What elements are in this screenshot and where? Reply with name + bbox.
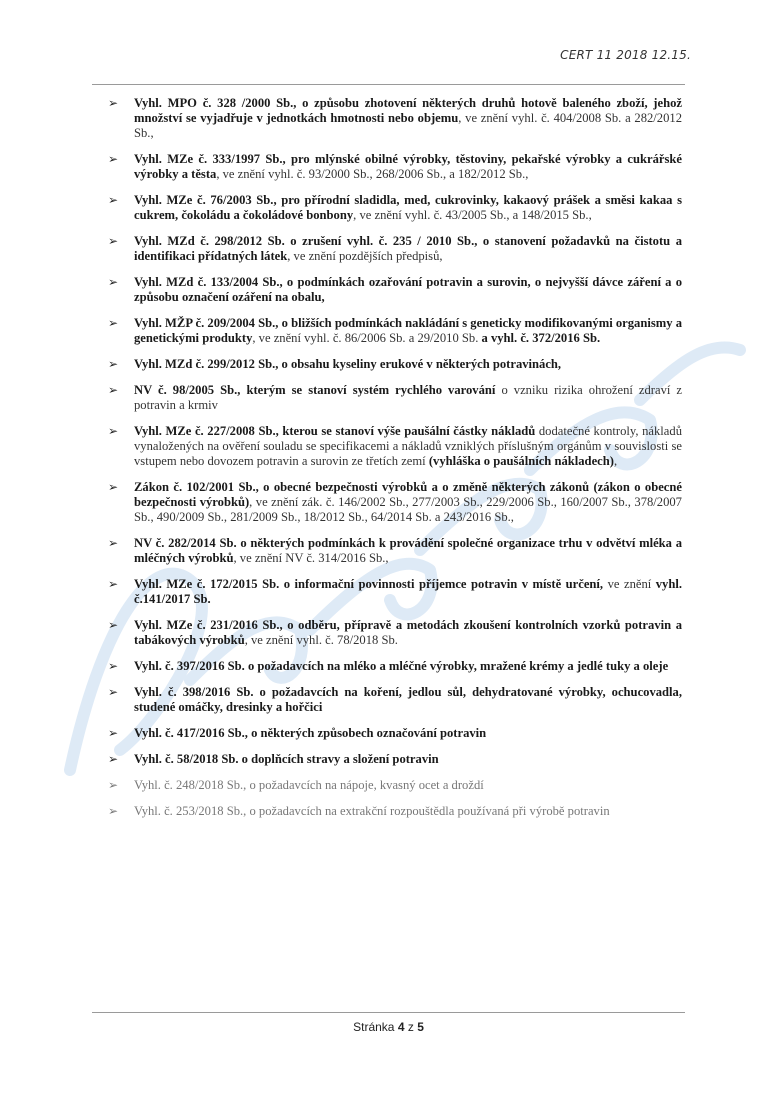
legislation-list xyxy=(108,96,682,830)
arrow-bullet-icon: ➢ xyxy=(108,316,119,330)
arrow-bullet-icon: ➢ xyxy=(108,96,119,110)
list-item xyxy=(108,804,682,819)
arrow-bullet-icon: ➢ xyxy=(108,577,119,591)
regulation-amendments: Vyhl. č. 253/2018 Sb., o požadavcích na extrakční rozpouštědla používaná při výrobě potravin xyxy=(134,804,610,818)
arrow-bullet-icon: ➢ xyxy=(108,752,119,766)
regulation-amendments: , ve znění vyhl. č. 86/2006 Sb. a 29/2010 Sb. xyxy=(252,331,482,345)
list-item xyxy=(108,96,682,141)
list-item xyxy=(108,659,682,674)
regulation-title: Vyhl. č. 398/2016 Sb. o požadavcích na koření, jedlou sůl, dehydratované výrobky, ochucovadla, studené omáčky, dresinky a hořčici xyxy=(134,685,682,714)
regulation-amendments: , ve znění vyhl. č. 43/2005 Sb., a 148/2015 Sb., xyxy=(353,208,592,222)
page-separator: z xyxy=(407,1020,414,1034)
regulation-title: Vyhl. MŽP č. 209/2004 Sb., o bližších podmínkách nakládání s geneticky modifikovanými organismy a genetickými produkty xyxy=(134,316,682,345)
arrow-bullet-icon: ➢ xyxy=(108,152,119,166)
regulation-title: Vyhl. MPO č. 328 /2000 Sb., o způsobu zhotovení některých druhů hotově baleného zboží, jehož množství se vyjadřuje v jednotkách hmotnosti nebo objemu xyxy=(134,96,682,125)
regulation-title: Vyhl. č. 58/2018 Sb. o doplňcích stravy a složení potravin xyxy=(134,752,439,766)
regulation-title: Vyhl. MZe č. 76/2003 Sb., pro přírodní sladidla, med, cukrovinky, kakaový prášek a směsi kakaa s cukrem, čokoládu a čokoládové bonbony xyxy=(134,193,682,222)
arrow-bullet-icon: ➢ xyxy=(108,480,119,494)
arrow-bullet-icon: ➢ xyxy=(108,234,119,248)
arrow-bullet-icon: ➢ xyxy=(108,726,119,740)
arrow-bullet-icon: ➢ xyxy=(108,424,119,438)
list-item xyxy=(108,577,682,607)
regulation-title: Vyhl. MZd č. 133/2004 Sb., o podmínkách ozařování potravin a surovin, o nejvyšší dávce záření a o způsobu označení ozáření na obalu, xyxy=(134,275,682,304)
arrow-bullet-icon: ➢ xyxy=(108,357,119,371)
list-item xyxy=(108,193,682,223)
regulation-title: Vyhl. MZe č. 231/2016 Sb., o odběru, přípravě a metodách zkoušení kontrolních vzorků potravin a tabákových výrobků xyxy=(134,618,682,647)
list-item xyxy=(108,480,682,525)
list-item xyxy=(108,152,682,182)
arrow-bullet-icon: ➢ xyxy=(108,778,119,792)
regulation-title: Vyhl. MZd č. 298/2012 Sb. o zrušení vyhl. č. 235 / 2010 Sb., o stanovení požadavků na čistotu a identifikaci přídatných látek xyxy=(134,234,682,263)
list-item xyxy=(108,275,682,305)
list-item xyxy=(108,685,682,715)
list-item xyxy=(108,536,682,566)
regulation-title: NV č. 282/2014 Sb. o některých podmínkách k provádění společné organizace trhu v odvětví mléka a mléčných výrobků xyxy=(134,536,682,565)
arrow-bullet-icon: ➢ xyxy=(108,383,119,397)
regulation-title: Vyhl. MZe č. 227/2008 Sb., kterou se stanoví výše paušální částky nákladů xyxy=(134,424,536,438)
regulation-amendments: , ve znění vyhl. č. 93/2000 Sb., 268/2006 Sb., a 182/2012 Sb., xyxy=(216,167,529,181)
regulation-amendments: Vyhl. č. 248/2018 Sb., o požadavcích na nápoje, kvasný ocet a droždí xyxy=(134,778,484,792)
arrow-bullet-icon: ➢ xyxy=(108,618,119,632)
arrow-bullet-icon: ➢ xyxy=(108,275,119,289)
page-footer xyxy=(0,1020,777,1034)
regulation-title: Vyhl. č. 397/2016 Sb. o požadavcích na mléko a mléčné výrobky, mražené krémy a jedlé tuky a oleje xyxy=(134,659,669,673)
list-item xyxy=(108,778,682,793)
regulation-title: (vyhláška o paušálních nákladech) xyxy=(428,454,614,468)
list-item xyxy=(108,752,682,767)
page-number: 4 xyxy=(397,1020,405,1034)
page-total: 5 xyxy=(417,1020,424,1034)
regulation-amendments: , ve znění NV č. 314/2016 Sb., xyxy=(233,551,389,565)
regulation-title: Zákon č. 102/2001 Sb., o obecné bezpečnosti výrobků a o změně některých zákonů (zákon o obecné bezpečnosti výrobků) xyxy=(134,480,682,509)
list-item xyxy=(108,234,682,264)
regulation-amendments: , ve znění zák. č. 146/2002 Sb., 277/2003 Sb., 229/2006 Sb., 160/2007 Sb., 378/2007 Sb., 490/2009 Sb., 281/2009 Sb., 18/2012 Sb., 64/2014 Sb. a 243/2016 Sb., xyxy=(134,495,682,524)
list-item xyxy=(108,726,682,741)
page-label: Stránka xyxy=(353,1020,395,1034)
arrow-bullet-icon: ➢ xyxy=(108,536,119,550)
list-item xyxy=(108,618,682,648)
regulation-amendments: , ve znění pozdějších předpisů, xyxy=(287,249,443,263)
regulation-amendments: , ve znění vyhl. č. 78/2018 Sb. xyxy=(244,633,398,647)
regulation-title: Vyhl. č. 417/2016 Sb., o některých způsobech označování potravin xyxy=(134,726,487,740)
regulation-amendments: , xyxy=(613,454,618,468)
list-item xyxy=(108,357,682,372)
regulation-amendments: o vzniku rizika ohrožení zdraví z potravin a krmiv xyxy=(134,383,683,412)
document-reference: CERT 11 2018 12.15. xyxy=(560,48,691,62)
arrow-bullet-icon: ➢ xyxy=(108,804,119,818)
regulation-title: Vyhl. MZd č. 299/2012 Sb., o obsahu kyseliny erukové v některých potravinách, xyxy=(134,357,562,371)
regulation-title: a vyhl. č. 372/2016 Sb. xyxy=(481,331,601,345)
regulation-title: Vyhl. MZe č. 172/2015 Sb. o informační povinnosti příjemce potravin v místě určení, xyxy=(134,577,604,591)
list-item xyxy=(108,383,682,413)
list-item xyxy=(108,424,682,469)
arrow-bullet-icon: ➢ xyxy=(108,193,119,207)
header-divider xyxy=(92,84,685,85)
regulation-title: vyhl. č.141/2017 Sb. xyxy=(134,577,682,606)
regulation-title: NV č. 98/2005 Sb., kterým se stanoví systém rychlého varování xyxy=(134,383,496,397)
regulation-amendments: , ve znění vyhl. č. 404/2008 Sb. a 282/2012 Sb., xyxy=(134,111,682,140)
regulation-title: Vyhl. MZe č. 333/1997 Sb., pro mlýnské obilné výrobky, těstoviny, pekařské výrobky a cukrářské výrobky a těsta xyxy=(134,152,682,181)
regulation-amendments: dodatečné kontroly, nákladů vynaložených na ověření souladu se specifikacemi a nákladů vzniklých příslušným orgánům v souvislosti se vstupem nebo dovozem potravin a surovin ze třetích zemí xyxy=(134,424,682,468)
regulation-amendments: ve znění xyxy=(603,577,656,591)
list-item xyxy=(108,316,682,346)
arrow-bullet-icon: ➢ xyxy=(108,659,119,673)
footer-divider xyxy=(92,1012,685,1013)
arrow-bullet-icon: ➢ xyxy=(108,685,119,699)
